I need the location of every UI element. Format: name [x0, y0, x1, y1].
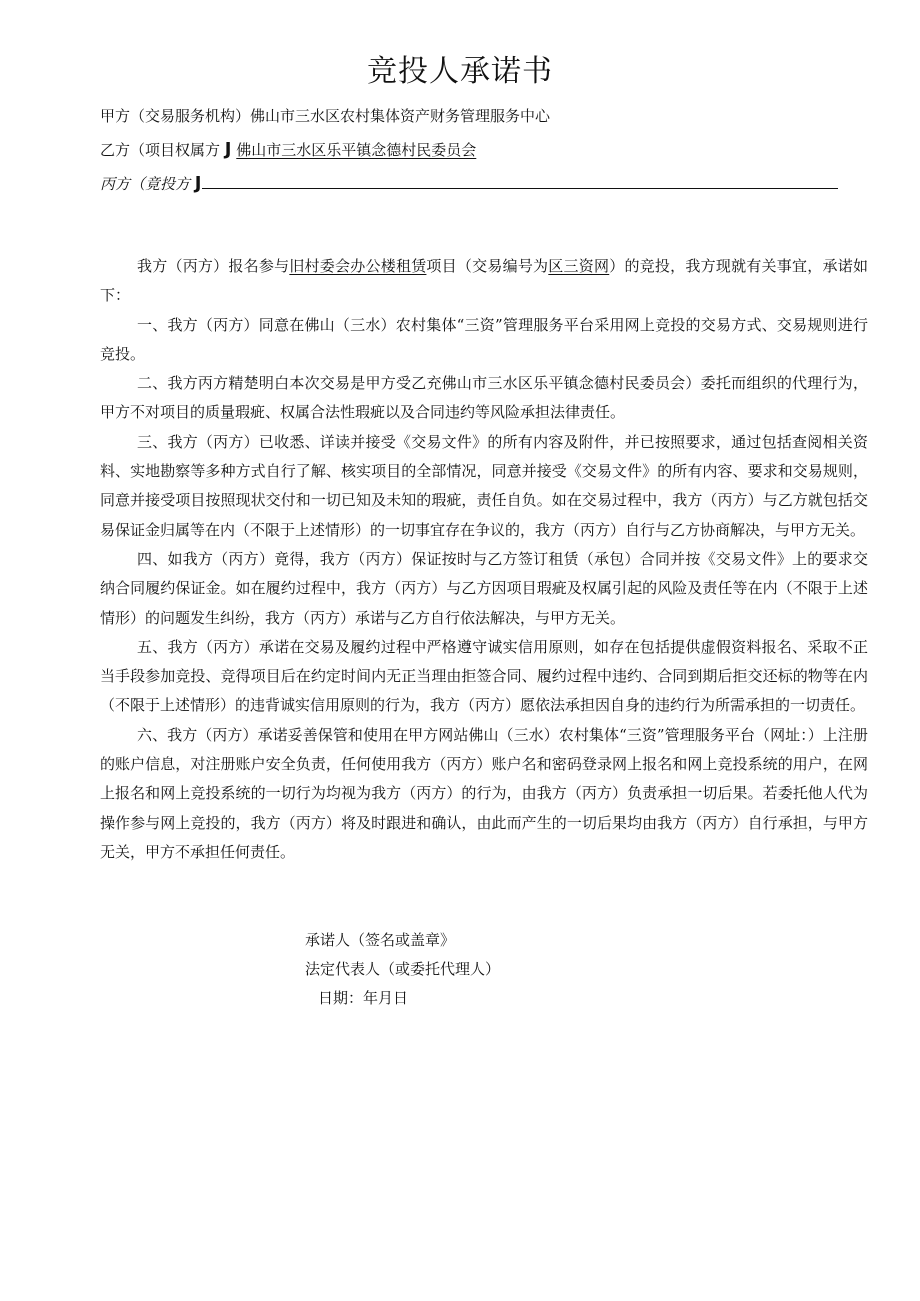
clause-1: 一、我方（丙方）同意在佛山（三水）农村集体“三资”管理服务平台采用网上竞投的交易方式、交易规则进行竞投。: [100, 315, 868, 363]
project-name: 旧村委会办公楼租赁: [289, 257, 427, 275]
party-c-blank-field: [202, 172, 838, 189]
signature-date: 日期：年月日: [318, 989, 409, 1007]
party-b-mark: J: [224, 139, 232, 160]
party-a-line: [100, 105, 550, 127]
intro-paragraph: [100, 252, 868, 311]
clause-6: 六、我方（丙方）承诺妥善保管和使用在甲方网站佛山（三水）农村集体“三资”管理服务平台（网址：）上注册的账户信息，对注册账户安全负责，任何使用我方（丙方）账户名和密码登录网上报名和网上竞投系统的用户，在网上报名和网上竞投系统的一切行为均视为我方（丙方）的行为，由我方（丙方）负责承担一切后果。若委托他人代为操作参与网上竞投的，我方（丙方）将及时跟进和确认，由此而产生的一切后果均由我方（丙方）自行承担，与甲方无关，甲方不承担任何责任。: [100, 725, 868, 861]
intro-text-post: ）的竞投，我方现就有关事宜，承诺如下：: [100, 257, 868, 305]
party-b-line: [100, 139, 476, 161]
party-c-line: [100, 172, 838, 195]
party-c-mark: J: [194, 173, 202, 194]
commitment-body: [100, 252, 868, 867]
party-b-value: 佛山市三水区乐平镇念德村民委员会: [236, 141, 477, 159]
signature-promisor: 承诺人（签名或盖章》: [305, 931, 456, 949]
transaction-code: 区三资网: [548, 257, 610, 275]
clause-5: 五、我方（丙方）承诺在交易及履约过程中严格遵守诚实信用原则，如存在包括提供虚假资料报名、采取不正当手段参加竞投、竞得项目后在约定时间内无正当理由拒签合同、履约过程中违约、合同到期后拒交还标的物等在内（不限于上述情形）的违背诚实信用原则的行为，我方（丙方）愿依法承担因自身的违约行为所需承担的一切责任。: [100, 637, 868, 715]
party-a-label: 甲方（交易服务机构）: [100, 107, 251, 125]
party-c-label: 丙方（竟投方: [100, 175, 191, 193]
intro-text-pre: 我方（丙方）报名参与: [137, 257, 290, 275]
document-title: 竞投人承诺书: [367, 54, 553, 89]
clause-2: 二、我方丙方精楚明白本次交易是甲方受乙充佛山市三水区乐平镇念德村民委员会）委托而组织的代理行为，甲方不对项目的质量瑕疵、权属合法性瑕疵以及合同违约等风险承担法律责任。: [100, 374, 868, 422]
party-b-label: 乙方（项目权属方: [100, 141, 221, 159]
party-a-value: 佛山市三水区农村集体资产财务管理服务中心: [250, 107, 551, 125]
signature-legal-rep: 法定代表人（或委托代理人）: [305, 960, 501, 978]
clause-4: 四、如我方（丙方）竟得，我方（丙方）保证按时与乙方签订租赁（承包）合同并按《交易文件》上的要求交纳合同履约保证金。如在履约过程中，我方（丙方）与乙方因项目瑕疵及权属引起的风险及责任等在内（不限于上述情形）的问题发生纠纷，我方（丙方）承诺与乙方自行依法解决，与甲方无关。: [100, 549, 868, 627]
clause-3: 三、我方（丙方）已收悉、详读并接受《交易文件》的所有内容及附件，并已按照要求，通过包括查阅相关资料、实地勘察等多种方式自行了解、核实项目的全部情况，同意并接受《交易文件》的所有内容、要求和交易规则，同意并接受项目按照现状交付和一切已知及未知的瑕疵，责任自负。如在交易过程中，我方（丙方）与乙方就包括交易保证金归属等在内（不限于上述情形）的一切事宜存在争议的，我方（丙方）自行与乙方协商解决，与甲方无关。: [100, 432, 868, 539]
intro-text-mid: 项目（交易编号为: [426, 257, 549, 275]
